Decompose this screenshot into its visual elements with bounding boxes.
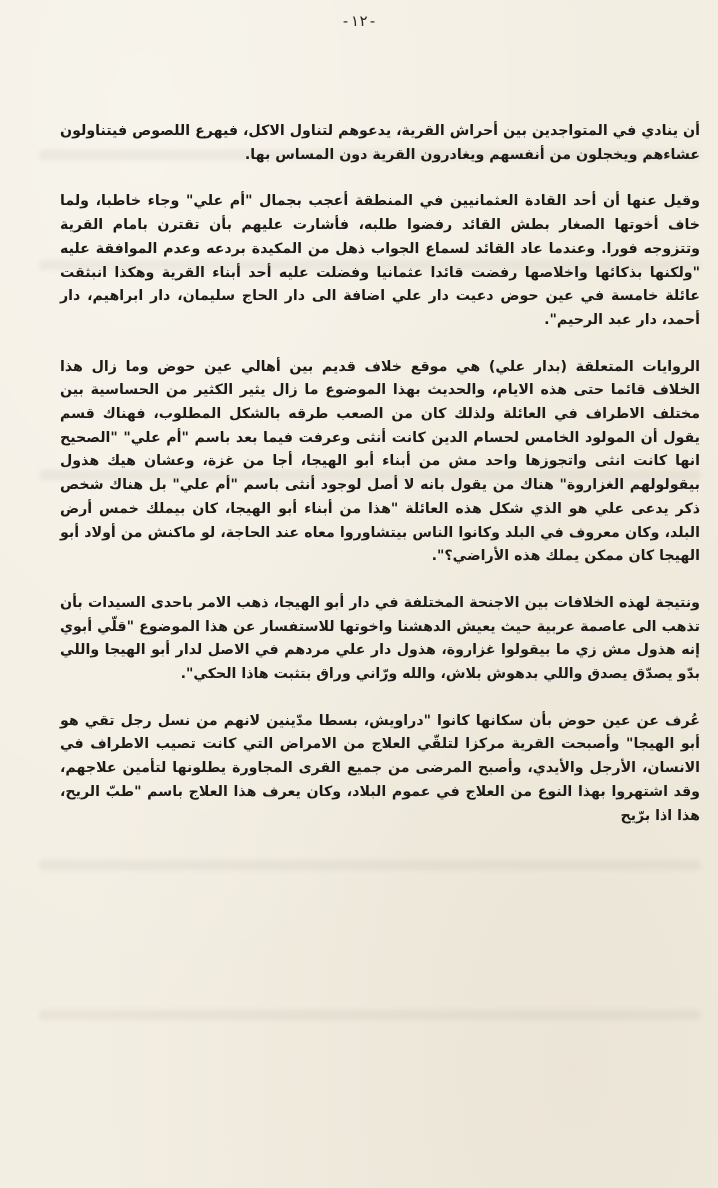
bleed-through-texture <box>40 860 700 870</box>
body-text <box>60 120 700 851</box>
paragraph: الروايات المتعلقة (بدار علي) هي موقع خلاف قديم بين أهالي عين حوض وما زال هذا الخلاف قائما حتى هذه الايام، والحديث بهذا الموضوع ما زال يثير الكثير من الحساسية بين مختلف الاطراف في العائلة ولذلك كان من الصعب طرقه بالشكل المطلوب، فهناك قسم يقول أن المولود الخامس لحسام الدين كانت أنثى وعرفت فيما بعد باسم "أم علي" "الصحيح انها كانت انثى واتجوزها واحد مش من أبناء أبو الهيجا، أجا من غزة، وعشان هيك هذول بيقولولهم الغزاروة" هناك من يقول بانه لا أصل لوجود أنثى باسم "أم علي" بل هناك شخص ذكر يدعى علي هو الذي شكل هذه العائلة "هذا من أبناء أبو الهيجا، كان بيملك خمس أرض البلد، وكان معروف في البلد وكانوا الناس بيتشاوروا معاه عند الحاجة، لو ماكنش من أولاد أبو الهيجا كان ممكن يملك هذه الأراضي؟". <box>60 358 700 565</box>
paragraph: ونتيجة لهذه الخلافات بين الاجنحة المختلفة في دار أبو الهيجا، ذهب الامر باحدى السيدات بأن تذهب الى عاصمة عربية حيث يعيش الدهشنا واخوتها للاستفسار عن هذا الموضوع "قلّي أبوي إنه هذول مش زي ما بيقولوا غزاروة، هذول دار علي مردهم في الاصل لدار أبو الهيجا واللي بدّو يصدّق يصدق واللي بدهوش بلاش، والله ورّاني وراق بتثبت هاذا الحكي". <box>60 594 700 683</box>
paragraph: عُرف عن عين حوض بأن سكانها كانوا "دراويش، بسطا مدّينين لانهم من نسل رجل تقي هو أبو الهيجا" وأصبحت القرية مركزا لتلقّي العلاج من الامراض التي كانت تصيب الاطراف في الانسان، الأرجل والأيدي، وأصبح المرضى من جميع القرى المجاورة يطلونها لتأمين علاجهم، وقد اشتهروا بهذا النوع من العلاج في عموم البلاد، وكان يعرف هذا العلاج باسم "طبّ الريح، هذا اذا برّيح <box>60 712 700 824</box>
paragraph: وقيل عنها أن أحد القادة العثمانيين في المنطقة أعجب بجمال "أم علي" وجاء خاطبا، ولما خاف أخوتها الصغار بطش القائد رفضوا طلبه، فأشارت عليهم بأن تقترن بامام القرية وتتزوجه فورا. وعندما عاد القائد لسماع الجواب ذهل من المكيدة بردعه وعدم الموافقة عليه "ولكنها بذكائها واخلاصها رفضت قائدا عثمانيا وفضلت عليه أحد أبناء القرية وهكذا انبثقت عائلة خامسة في عين حوض دعيت دار علي اضافة الى دار الحاج سليمان، دار ابراهيم، دار أحمد، دار عبد الرحيم". <box>60 193 700 328</box>
paragraph: أن ينادي في المتواجدين بين أحراش القرية، يدعوهم لتناول الاكل، فيهرع اللصوص فيتناولون عشاءهم ويخجلون من أنفسهم ويغادرون القرية دون المساس بها. <box>60 123 700 163</box>
bleed-through-texture <box>40 1010 700 1020</box>
page-number: -١٢- <box>340 12 378 30</box>
